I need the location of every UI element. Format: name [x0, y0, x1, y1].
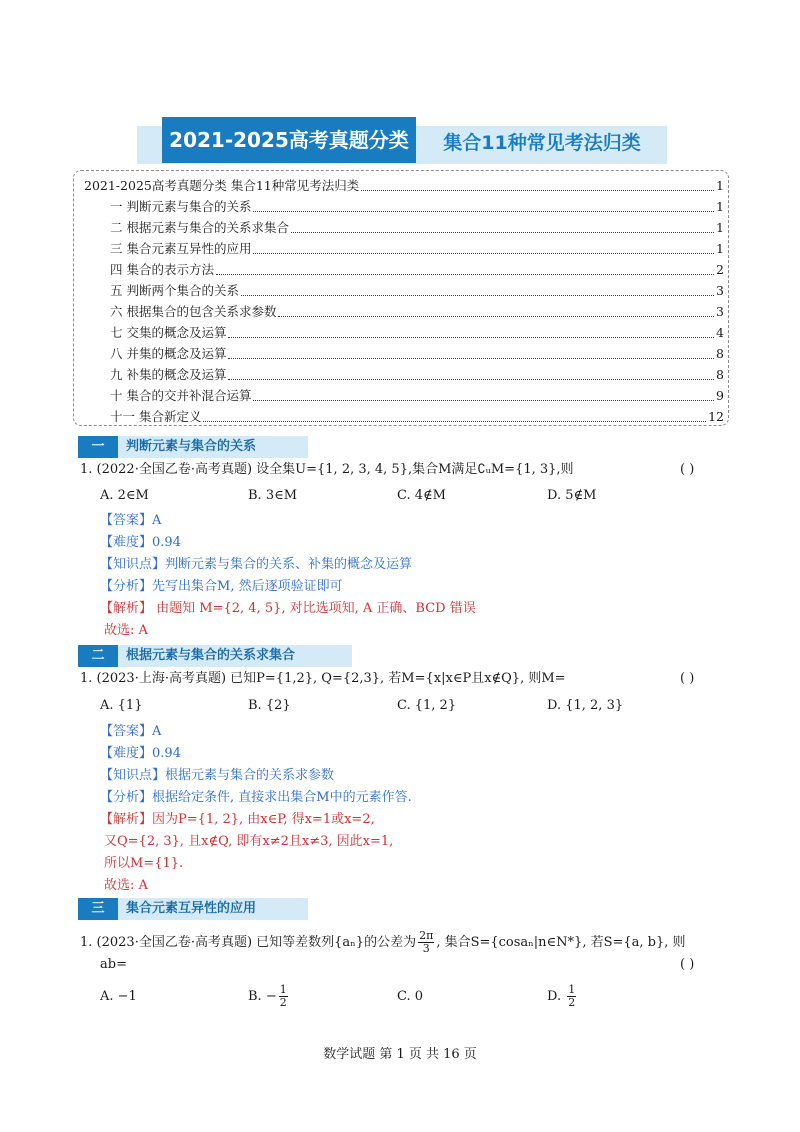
answer-blank: ( ) — [680, 957, 695, 972]
toc-entry-title: 十一 集合新定义 — [110, 409, 202, 424]
toc-entry[interactable] — [110, 323, 724, 343]
solution-line: 【解析】因为P={1, 2}, 由x∈P, 得x=1或x=2, — [100, 812, 375, 827]
toc-entry-title: 八 并集的概念及运算 — [110, 346, 227, 361]
toc-entry-page: 12 — [708, 409, 724, 424]
toc-entry-title: 六 根据集合的包含关系求参数 — [110, 304, 277, 319]
conclusion-line: 故选: A — [104, 878, 148, 893]
toc-entry-page: 8 — [716, 367, 724, 382]
toc-entry-page: 1 — [716, 199, 724, 214]
toc-entry-page: 1 — [716, 220, 724, 235]
toc-entry[interactable] — [110, 344, 724, 364]
option-b: B. {2} — [248, 698, 291, 713]
toc-entry[interactable] — [110, 407, 724, 427]
option-d: D. 5∉M — [547, 488, 597, 503]
toc-entry-page: 1 — [716, 178, 724, 193]
toc-entry-title: 十 集合的交并补混合运算 — [110, 388, 252, 403]
difficulty-line: 【难度】0.94 — [100, 535, 181, 550]
toc-entry-title: 七 交集的概念及运算 — [110, 325, 227, 340]
toc-entry-page: 3 — [716, 304, 724, 319]
toc-entry[interactable] — [110, 386, 724, 406]
title-banner-main: 2021-2025高考真题分类 — [162, 117, 416, 163]
toc-entry[interactable] — [110, 218, 724, 238]
difficulty-line: 【难度】0.94 — [100, 746, 181, 761]
option-d: D. $\frac{1}{2}$ — [547, 983, 576, 1009]
answer-blank: ( ) — [680, 671, 695, 686]
option-b: B. − $\frac{1}{2}$ — [248, 983, 287, 1009]
toc-entry-page: 4 — [716, 325, 724, 340]
option-c: C. 4∉M — [397, 488, 446, 503]
toc-entry[interactable] — [84, 176, 724, 196]
question-text: 1. (2023·上海·高考真题) 已知P={1,2}, Q={2,3}, 若M={x|x∈P且x∉Q}, 则M= — [80, 671, 566, 686]
toc-entry-title: 一 判断元素与集合的关系 — [110, 199, 252, 214]
section-number: 三 — [78, 898, 118, 920]
toc-entry[interactable] — [110, 365, 724, 385]
section-number: 一 — [78, 436, 118, 458]
analysis-line: 【分析】根据给定条件, 直接求出集合M中的元素作答. — [100, 790, 412, 805]
toc-entry-title: 五 判断两个集合的关系 — [110, 283, 239, 298]
option-b: B. 3∈M — [248, 488, 298, 503]
knowledge-line: 【知识点】判断元素与集合的关系、补集的概念及运算 — [100, 557, 413, 572]
answer-line: 【答案】A — [100, 724, 162, 739]
solution-line: 又Q={2, 3}, 且x∉Q, 即有x≠2且x≠3, 因此x=1, — [104, 834, 394, 849]
analysis-line: 【分析】先写出集合M, 然后逐项验证即可 — [100, 579, 343, 594]
toc-entry-page: 8 — [716, 346, 724, 361]
toc-entry-title: 2021-2025高考真题分类 集合11种常见考法归类 — [84, 178, 360, 193]
section-title: 集合元素互异性的应用 — [126, 901, 257, 916]
toc-entry-page: 1 — [716, 241, 724, 256]
toc-entry-title: 三 集合元素互异性的应用 — [110, 241, 252, 256]
toc-entry-title: 二 根据元素与集合的关系求集合 — [110, 220, 289, 235]
solution-line: 所以M={1}. — [104, 856, 184, 871]
section-title: 根据元素与集合的关系求集合 — [126, 648, 296, 663]
title-banner-subtitle: 集合11种常见考法归类 — [443, 132, 641, 154]
toc-entry[interactable] — [110, 302, 724, 322]
knowledge-line: 【知识点】根据元素与集合的关系求参数 — [100, 768, 335, 783]
option-a: A. {1} — [100, 698, 143, 713]
option-a: A. 2∈M — [100, 488, 149, 503]
conclusion-line: 故选: A — [104, 623, 148, 638]
toc-entry[interactable] — [110, 281, 724, 301]
option-c: C. {1, 2} — [397, 698, 457, 713]
solution-line: 【解析】 由题知 M={2, 4, 5}, 对比选项知, A 正确、BCD 错误 — [100, 601, 476, 616]
section-title: 判断元素与集合的关系 — [126, 439, 257, 454]
option-c: C. 0 — [397, 989, 424, 1004]
option-d: D. {1, 2, 3} — [547, 698, 624, 713]
toc-entry-page: 3 — [716, 283, 724, 298]
toc-entry[interactable] — [110, 239, 724, 259]
section-number: 二 — [78, 645, 118, 667]
toc-entry[interactable] — [110, 197, 724, 217]
answer-blank: ( ) — [680, 462, 695, 477]
question-text: 1. (2022·全国乙卷·高考真题) 设全集U={1, 2, 3, 4, 5},集合M满足∁ᵤM={1, 3},则 — [80, 462, 574, 477]
toc-entry-page: 9 — [716, 388, 724, 403]
option-a: A. −1 — [100, 989, 137, 1004]
page-footer: 数学试题 第 1 页 共 16 页 — [323, 1047, 477, 1062]
toc-entry-title: 九 补集的概念及运算 — [110, 367, 227, 382]
answer-line: 【答案】A — [100, 513, 162, 528]
question-text-continued: ab= — [100, 957, 127, 972]
toc-entry-page: 2 — [716, 262, 724, 277]
question-text: 1. (2023·全国乙卷·高考真题) 已知等差数列{aₙ}的公差为 $\frac{2\pi}{3}$ , 集合S={cosaₙ|n∈N*}, 若S={a, b}, 则 — [80, 929, 686, 955]
toc-entry-title: 四 集合的表示方法 — [110, 262, 214, 277]
toc-entry[interactable] — [110, 260, 724, 280]
